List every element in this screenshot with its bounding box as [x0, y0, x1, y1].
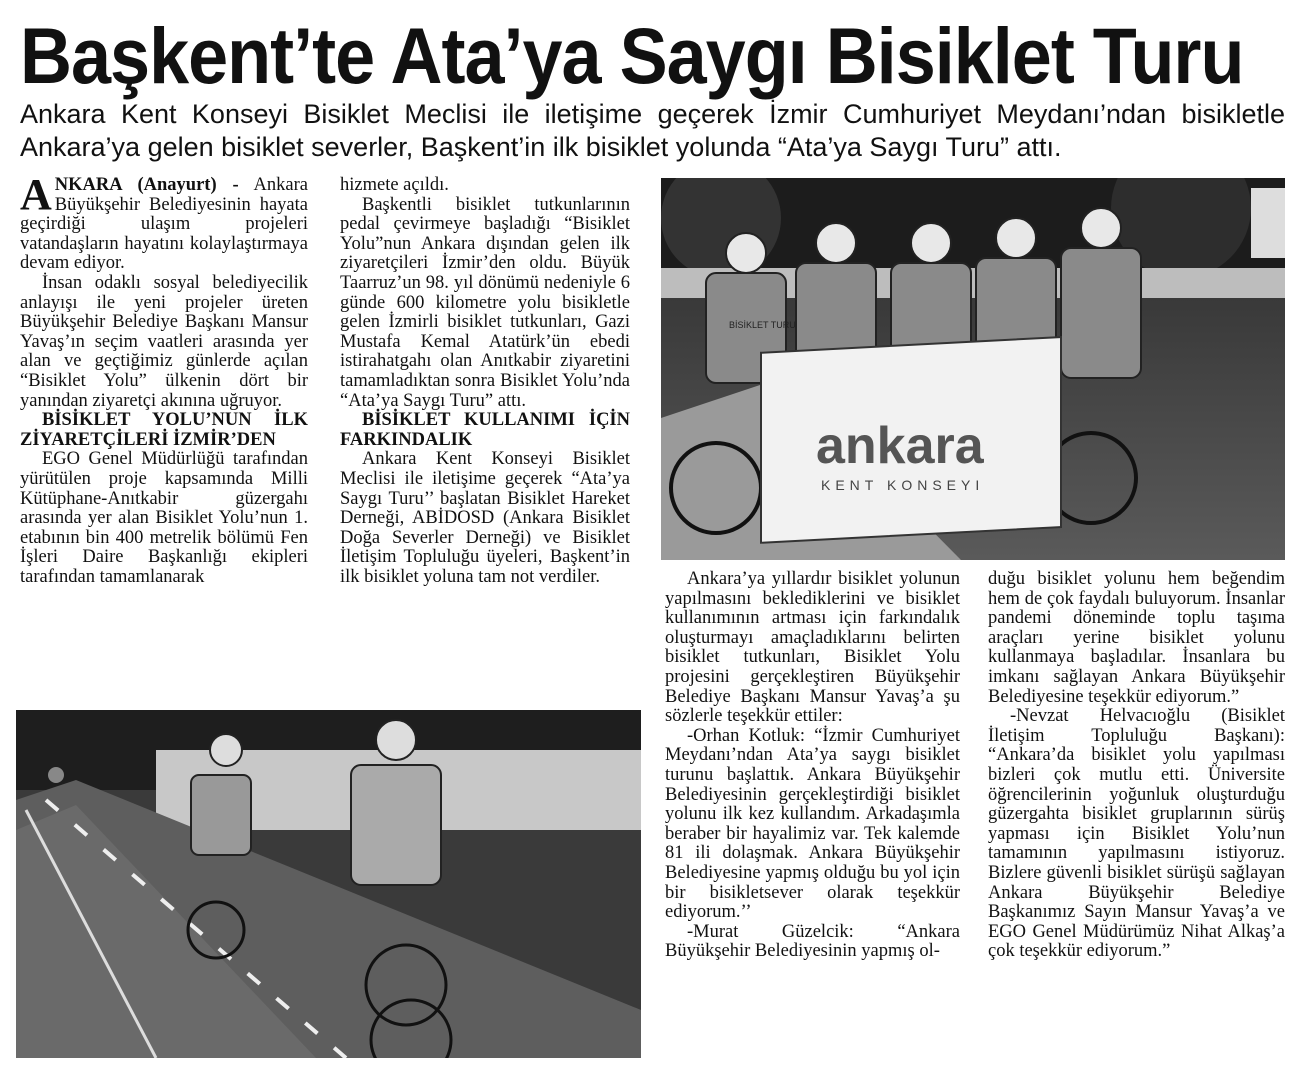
paragraph: hizmete açıldı.	[340, 175, 449, 195]
drop-cap: A	[20, 170, 52, 219]
group-photo	[661, 178, 1285, 560]
lead-paragraph	[20, 170, 308, 274]
quote-paragraph: -Murat Güzelcik: “Ankara Büyükşehir Belediyesinin yapmış ol-	[665, 921, 960, 962]
paragraph: EGO Genel Müdürlüğü tarafından yürütülen proje kapsamında Milli Kütüphane-Anıtkabir güzergahı arasında yer alan Bisiklet Yolu’nun 1. etabının bin 400 metrelik bölümü Fen İşleri Daire Başkanlığı ekipleri tarafından tamamlanarak	[20, 449, 308, 587]
paragraph: Başkentli bisiklet tutkunlarının pedal çevirmeye başladığı “Bisiklet Yolu”nun Ankara dışından gelen ilk ziyaretçileri İzmir’den oldu. Büyük Taarruz’un 98. yıl dönümü nedeniyle 6 günde 600 kilometre yolu bisikletle gelen İzmirli bisiklet tutkunları, Gazi Mustafa Kemal Atatürk’ün ebedi istirahatgahı olan Anıtkabir ziyaretini tamamladıktan sonra Bisiklet Yolu’nda “Ata’ya Saygı Turu” attı.	[340, 194, 630, 411]
banner-logo-sub: KENT KONSEYI	[821, 477, 985, 493]
paragraph: Ankara’ya yıllardır bisiklet yolunun yapılmasını beklediklerini ve bisiklet kullanımının artması için farkındalık oluşturmayı amaçladıklarını belirten bisiklet tutkunları, Bisiklet Yolu projesini gerçekleştiren Büyükşehir Belediye Başkanı Mansur Yavaş’a şu sözlerle teşekkür ettiler:	[665, 569, 960, 727]
banner-logo-word: ankara	[816, 417, 984, 475]
subheading: BİSİKLET KULLANIMI İÇİN FARKINDALIK	[340, 410, 630, 450]
paragraph: Ankara Kent Konseyi Bisiklet Meclisi ile iletişime geçerek “Ata’ya Saygı Turu’’ başlatan Bisiklet Hareket Derneği, ABİDOSD (Ankara Bisiklet Doğa Severler Derneği) ve Bisiklet İletişim Topluluğu üyeleri, Başkent’in ilk bisiklet yoluna tam not verdiler.	[340, 449, 630, 587]
subheading: BİSİKLET YOLU’NUN İLK ZİYARETÇİLERİ İZMİR’DEN	[20, 410, 308, 450]
quote-paragraph: -Orhan Kotluk: “İzmir Cumhuriyet Meydanı’ndan Ata’ya saygı bisiklet turunu başlattık. Ankara Büyükşehir Belediyesinin gerçekleştirdiği bisiklet yolunu ilk kez kullandım. Arkadaşımla beraber bir hayalimiz var. Tek kalemde 81 ili dolaşmak. Ankara Büyükşehir Belediyesine yapmış olduğu bu yol için bir bisikletsever olarak teşekkür ediyorum.’’	[665, 725, 960, 923]
column-2	[340, 176, 630, 587]
jersey-text: BİSİKLET TURU	[729, 320, 796, 330]
paragraph: duğu bisiklet yolunu hem beğendim hem de çok faydalı buluyorum. İnsanlar pandemi döneminde toplu taşıma araçları yerine bisiklet yolunu kullanmaya başladılar. İnsanlara bu imkanı sağlayan Ankara Büyükşehir Belediyesine teşekkür ediyorum.”	[988, 569, 1285, 707]
column-3	[665, 570, 960, 962]
paragraph: İnsan odaklı sosyal belediyecilik anlayışı ile yeni projeler üreten Büyükşehir Belediye Başkanı Mansur Yavaş’ın seçim vaatleri arasında yer alan ve geçtiğimiz günlerde açılan “Bisiklet Yolu” ülkenin dört bir yanından ziyaretçi akınına uğruyor.	[20, 272, 308, 411]
quote-paragraph: -Nevzat Helvacıoğlu (Bisiklet İletişim Topluluğu Başkanı): “Ankara’da bisiklet yolu yapılması bizleri çok mutlu etti. Üniversite öğrencilerinin yoğunluk oluşturduğu güzergahta bisiklet gruplarının sürüş yapması için Bisiklet Yolu’nun tamamının yapılmasını istiyoruz. Bizlere güvenli bisiklet sürüşü sağlayan Ankara Büyükşehir Belediye Başkanımız Sayın Mansur Yavaş’a ve EGO Genel Müdürümüz Nihat Alkaş’a çok teşekkür ediyorum.”	[988, 706, 1285, 962]
headline: Başkent’te Ata’ya Saygı Bisiklet Turu	[20, 12, 1244, 101]
lead-text: Ankara Büyükşehir Belediyesinin hayata geçirdiği ulaşım projeleri vatandaşların hayatını kolaylaştırmaya devam ediyor.	[20, 175, 308, 274]
cyclists-photo	[16, 710, 641, 1058]
column-1	[20, 170, 308, 587]
dateline: NKARA (Anayurt) -	[54, 175, 239, 195]
column-4	[988, 570, 1285, 962]
deck: Ankara Kent Konseyi Bisiklet Meclisi ile iletişime geçerek İzmir Cumhuriyet Meydanı’ndan bisikletle Ankara’ya gelen bisiklet severler, Başkent’in ilk bisiklet yolunda “Ata’ya Saygı Turu” attı.	[20, 99, 1285, 162]
